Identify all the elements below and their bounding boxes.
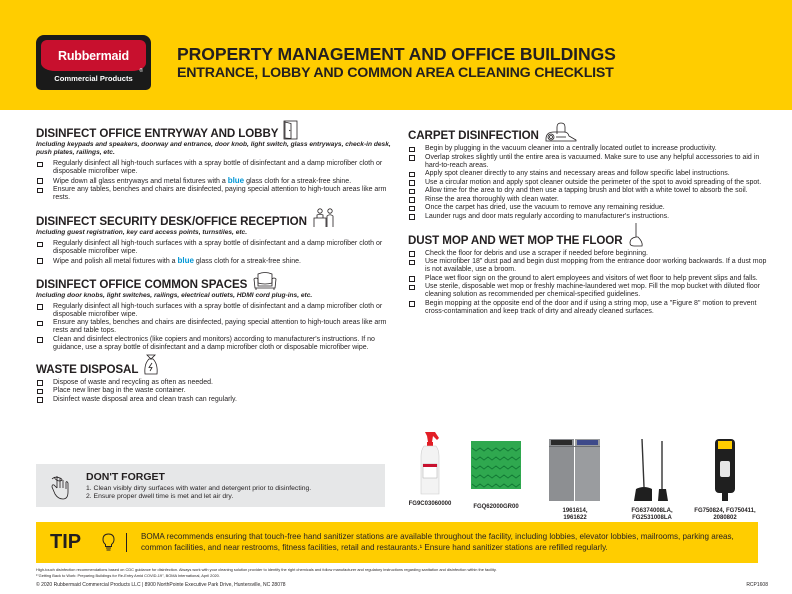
checkbox[interactable] [37,389,43,395]
checkbox[interactable] [409,180,415,186]
product-hand-sanitizer [690,430,760,529]
section-heading [408,223,768,247]
dont-forget-box [36,464,385,507]
checklist-item [36,160,396,176]
dont-forget-list [86,485,311,502]
checklist-text: Regularly disinfect all high-touch surfaces with a spray bottle of disinfectant and a damp microfiber cloth or disposable microfiber wipe. [53,240,383,255]
section-heading [36,354,396,376]
checklist-item [408,196,768,204]
armchair-icon [252,271,278,291]
section-title: CARPET DISINFECTION [408,129,539,142]
checklist-text: Overlap strokes slightly until the entire area is vacuumed. Make sure to use any helpful accessories to aid in hard-to-reach areas. [425,153,760,169]
checklist-item [36,336,396,352]
left-column [36,120,396,404]
checklist [36,240,396,266]
product-code: FGQ62000GR00 [473,504,519,510]
checklist-item [408,170,768,178]
checklist-text: Begin mopping at the opposite end of the door and if using a string mop, use a "Figure 8" motion to prevent cross-contamination and keep track of dirty and already cleaned surfaces. [425,299,757,315]
product-code: FG6374008LA, FG2531008LA [631,508,673,521]
checklist-text: Allow time for the area to dry and then use a tapping brush and blot with a white towel to absorb the soil. [425,187,748,194]
checklist-text: Ensure any tables, benches and chairs are disinfected, paying special attention to high-touch areas like arm rests. [53,186,387,201]
section-title: DUST MOP AND WET MOP THE FLOOR [408,233,623,247]
footer-note: High-touch disinfection recommendations based on CDC guidance for disinfection. Always work with your cleaning solution provider to identify the right chemicals and follow manufacturer and regulatory instructions regarding sanitation and disinfection within the facility. [36,567,497,572]
checklist-item [36,303,396,319]
section-title: DISINFECT OFFICE ENTRYWAY AND LOBBY [36,127,279,140]
hand-sanitizer-icon [713,437,737,503]
checklist-item [408,300,768,316]
checklist-item [408,204,768,212]
header-banner [0,0,792,110]
checklist-item [408,275,768,283]
section-heading [408,122,768,142]
checkbox[interactable] [409,206,415,212]
section-entryway [36,120,396,202]
checkbox[interactable] [409,276,415,282]
tip-bar [36,522,758,563]
reception-desk-icon [312,208,338,228]
section-carpet [408,122,768,221]
checklist-item [408,250,768,258]
checkbox[interactable] [409,189,415,195]
checklist-item [408,187,768,195]
recycling-station-icon [548,437,602,503]
section-common-spaces [36,271,396,352]
checklist-text: Regularly disinfect all high-touch surfaces with a spray bottle of disinfectant and a damp microfiber cloth or disposable microfiber wipe. [53,160,383,175]
blue-highlight-text: blue [227,175,245,185]
checklist-text: Ensure any tables, benches and chairs are disinfected, paying special attention to high-touch areas like arm rests and table tops. [53,319,387,334]
checkbox[interactable] [37,321,43,327]
lightbulb-icon [102,533,115,552]
checklist-text: Wipe and polish all metal fixtures with a [53,257,178,265]
product-code: FG750824, FG750411, 2080802 [694,508,756,521]
trash-bag-icon [143,354,159,376]
checkbox[interactable] [37,304,43,310]
checklist-item [36,186,396,202]
dont-forget-title: DON'T FORGET [86,471,165,483]
checklist-item [408,258,768,274]
checkbox[interactable] [409,197,415,203]
mop-icon [628,223,644,247]
section-title: DISINFECT SECURITY DESK/OFFICE RECEPTION [36,215,307,228]
checkbox[interactable] [37,188,43,194]
dustpan-broom-icon [632,437,672,503]
checkbox[interactable] [37,242,43,248]
checklist-item [36,319,396,335]
checklist-text: Dispose of waste and recycling as often as needed. [53,378,213,386]
checkbox[interactable] [37,397,43,403]
checkbox[interactable] [409,155,415,161]
section-security [36,208,396,266]
product-dustpan-broom [627,430,677,529]
checkbox[interactable] [37,380,43,386]
vacuum-icon [544,122,578,142]
checklist-item [408,283,768,299]
checklist-item [36,379,396,387]
checkbox[interactable] [409,172,415,178]
checklist [36,303,396,352]
checklist-item [408,145,768,153]
product-code: 1961614, 1961622 [562,508,588,521]
checklist-text: Regularly disinfect all high-touch surfaces with a spray bottle of disinfectant and a damp microfiber cloth or disposable microfiber wipe. [53,302,383,318]
checkbox[interactable] [409,260,415,266]
checklist-text: Place wet floor sign on the ground to alert employees and visitors of wet floor to help prevent slips and falls. [425,274,758,282]
tip-label: TIP [50,531,82,553]
checklist-item [36,396,396,404]
checklist [408,250,768,316]
footer-citation: ¹"Getting Back to Work: Preparing Buildings for Re-Entry Amid COVID-19", BOMA International, April 2020. [36,573,220,578]
checkbox[interactable] [37,337,43,343]
document-code: RCP1608 [746,582,768,588]
checklist-text: Once the carpet has dried, use the vacuum to remove any remaining residue. [425,204,665,211]
checklist-text: Launder rugs and door mats regularly according to manufacturer's instructions. [425,212,670,220]
rubbermaid-logo [36,35,151,90]
checklist-text: Check the floor for debris and use a scraper if needed before beginning. [425,249,648,257]
spray-bottle-icon [419,430,441,496]
section-mop-floor [408,223,768,316]
logo-registered-mark: ® [139,68,143,74]
section-waste-disposal [36,354,396,404]
checkbox[interactable] [37,258,43,264]
checklist [36,160,396,202]
section-subtitle: Including keypads and speakers, doorway and entrance, door knob, light switch, glass entryways, check-in desk, push plates, railings, etc. [36,141,391,156]
checklist-item [36,240,396,256]
checkbox[interactable] [409,251,415,257]
section-heading [36,208,396,228]
checklist-text: Apply spot cleaner directly to any stains and necessary areas and follow specific label instructions. [425,170,730,177]
checkbox[interactable] [409,285,415,291]
checkbox[interactable] [37,162,43,168]
finger-string-icon [48,472,72,500]
product-spray-bottle [404,430,456,508]
section-subtitle: Including door knobs, light switches, railings, electrical outlets, HDMI cord plug-ins, etc. [36,291,313,299]
checklist-item [408,213,768,221]
checklist-text: Place new liner bag in the waste container. [53,387,186,394]
section-title: WASTE DISPOSAL [36,362,139,376]
section-title: DISINFECT OFFICE COMMON SPACES [36,277,248,291]
section-subtitle: Including guest registration, key card access points, turnstiles, etc. [36,229,248,236]
page-title: PROPERTY MANAGEMENT AND OFFICE BUILDINGS [177,44,616,64]
footer-copyright: © 2020 Rubbermaid Commercial Products LLC | 8900 NorthPointe Executive Park Drive, Huntersville, NC 28078 [36,582,286,588]
page-subtitle: ENTRANCE, LOBBY AND COMMON AREA CLEANING CHECKLIST [177,65,614,81]
checklist-text: Rinse the area thoroughly with clean water. [425,195,559,203]
right-column [408,122,768,316]
checklist-item [36,177,396,186]
checklist-text: Disinfect waste disposal area and clean trash can regularly. [53,395,237,403]
checklist-item [36,257,396,266]
tip-divider [126,533,127,552]
checklist-item [36,387,396,395]
checklist-text: Use microfiber 18" dust pad and begin dust mopping from the entrance door working backwards. If a dust mop is not available, use a broom. [425,258,767,273]
checklist-text: glass cloth for a streak-free shine. [244,177,352,185]
checklist-item [408,179,768,187]
section-heading [36,271,396,291]
checklist [408,145,768,221]
checkbox[interactable] [37,178,43,184]
dont-forget-item: 1. Clean visibly dirty surfaces with water and detergent prior to disinfecting. [86,485,312,492]
checklist-text: glass cloth for a streak-free shine. [193,257,301,265]
checklist-text: Use sterile, disposable wet mop or freshly machine-laundered wet mop. Fill the mop bucket with diluted floor cleaning solution as recommended per chemical-specified guidelines. [425,283,760,298]
product-code: FG9C03060000 [408,501,452,507]
checklist-text: Wipe down all glass entryways and metal fixtures with a [53,177,228,185]
product-recycling-station [547,430,603,529]
logo-bottom-text: Commercial Products [54,74,133,83]
checkbox[interactable] [409,214,415,220]
checklist-text: Use a circular motion and apply spot cleaner outside the perimeter of the spot to avoid spreading of the spot. [425,178,762,186]
product-microfiber-cloth [465,440,527,511]
microfiber-cloth-icon [470,440,522,490]
checklist-text: Clean and disinfect electronics (like copiers and monitors) according to manufacturer's instructions. If no guidance, use a spray bottle of disinfectant and a damp microfiber cloth or disposable microfiber wipe. [53,335,375,351]
blue-highlight-text: blue [177,255,194,265]
door-icon [283,120,299,140]
checkbox[interactable] [409,147,415,153]
dont-forget-item: 2. Ensure proper dwell time is met and let air dry. [86,493,234,501]
logo-top-text: Rubbermaid [58,48,129,63]
checklist-item [408,154,768,170]
checklist [36,379,396,404]
logo-red-badge [41,40,146,71]
checklist-text: Begin by plugging in the vacuum cleaner into a centrally located outlet to increase productivity. [425,145,717,152]
tip-text: BOMA recommends ensuring that touch-free hand sanitizer stations are available throughout the facility, including lobbies, elevator lobbies, mailrooms, parking areas, common facilities, and near restrooms, fitness facilities, retail and restaurants.¹ Ensure hand sanitizer stations are refilled regularly. [141,532,734,552]
checkbox[interactable] [409,301,415,307]
section-heading [36,120,396,140]
